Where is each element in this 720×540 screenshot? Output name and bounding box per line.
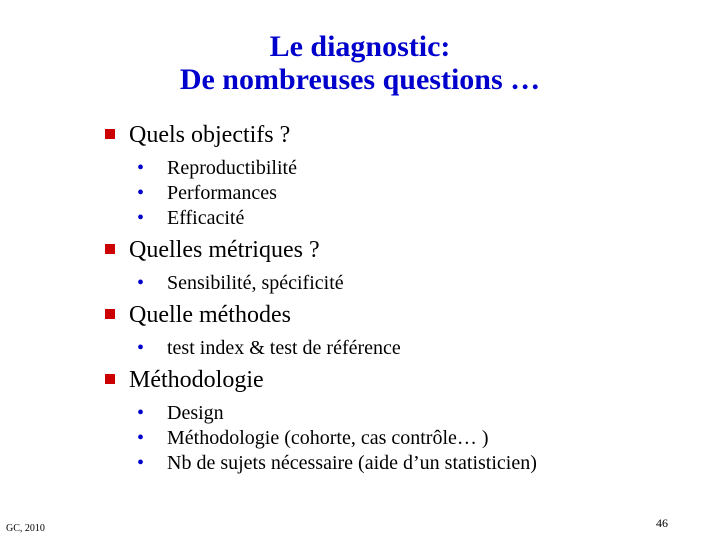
footer-credit: GC, 2010 bbox=[6, 523, 45, 534]
list-item-text: test index & test de référence bbox=[167, 337, 401, 359]
list-item-text: Efficacité bbox=[167, 207, 245, 229]
list-item-text: Reproductibilité bbox=[167, 157, 297, 179]
slide-title bbox=[0, 30, 720, 96]
list-item-text: Design bbox=[167, 402, 224, 424]
list-item bbox=[137, 156, 705, 181]
list-item-text: Nb de sujets nécessaire (aide d’un statisticien) bbox=[167, 452, 537, 474]
section-label: Quels objectifs ? bbox=[129, 122, 291, 148]
list-item-text: Performances bbox=[167, 182, 277, 204]
dot-bullet-icon: • bbox=[137, 337, 145, 359]
list-item-text: Sensibilité, spécificité bbox=[167, 272, 344, 294]
list-item bbox=[137, 271, 705, 296]
square-bullet-icon bbox=[105, 374, 115, 384]
methodes-list bbox=[105, 336, 705, 361]
methodologie-list bbox=[105, 401, 705, 476]
dot-bullet-icon: • bbox=[137, 452, 145, 474]
dot-bullet-icon: • bbox=[137, 182, 145, 204]
section-objectifs bbox=[105, 120, 705, 150]
list-item bbox=[137, 401, 705, 426]
section-methodes bbox=[105, 300, 705, 330]
section-metriques bbox=[105, 235, 705, 265]
title-line-1: Le diagnostic: bbox=[269, 30, 451, 63]
section-methodologie bbox=[105, 365, 705, 395]
slide-content bbox=[105, 120, 705, 480]
section-label: Quelles métriques ? bbox=[129, 237, 320, 263]
page-number: 46 bbox=[656, 516, 668, 530]
dot-bullet-icon: • bbox=[137, 402, 145, 424]
dot-bullet-icon: • bbox=[137, 272, 145, 294]
list-item bbox=[137, 206, 705, 231]
title-line-2: De nombreuses questions … bbox=[179, 63, 541, 96]
list-item bbox=[137, 451, 705, 476]
list-item bbox=[137, 426, 705, 451]
dot-bullet-icon: • bbox=[137, 207, 145, 229]
dot-bullet-icon: • bbox=[137, 427, 145, 449]
square-bullet-icon bbox=[105, 129, 115, 139]
square-bullet-icon bbox=[105, 244, 115, 254]
list-item-text: Méthodologie (cohorte, cas contrôle… ) bbox=[167, 427, 489, 449]
section-label: Méthodologie bbox=[129, 367, 264, 393]
list-item bbox=[137, 181, 705, 206]
objectifs-list bbox=[105, 156, 705, 231]
dot-bullet-icon: • bbox=[137, 157, 145, 179]
square-bullet-icon bbox=[105, 309, 115, 319]
section-label: Quelle méthodes bbox=[129, 302, 291, 328]
metriques-list bbox=[105, 271, 705, 296]
list-item bbox=[137, 336, 705, 361]
